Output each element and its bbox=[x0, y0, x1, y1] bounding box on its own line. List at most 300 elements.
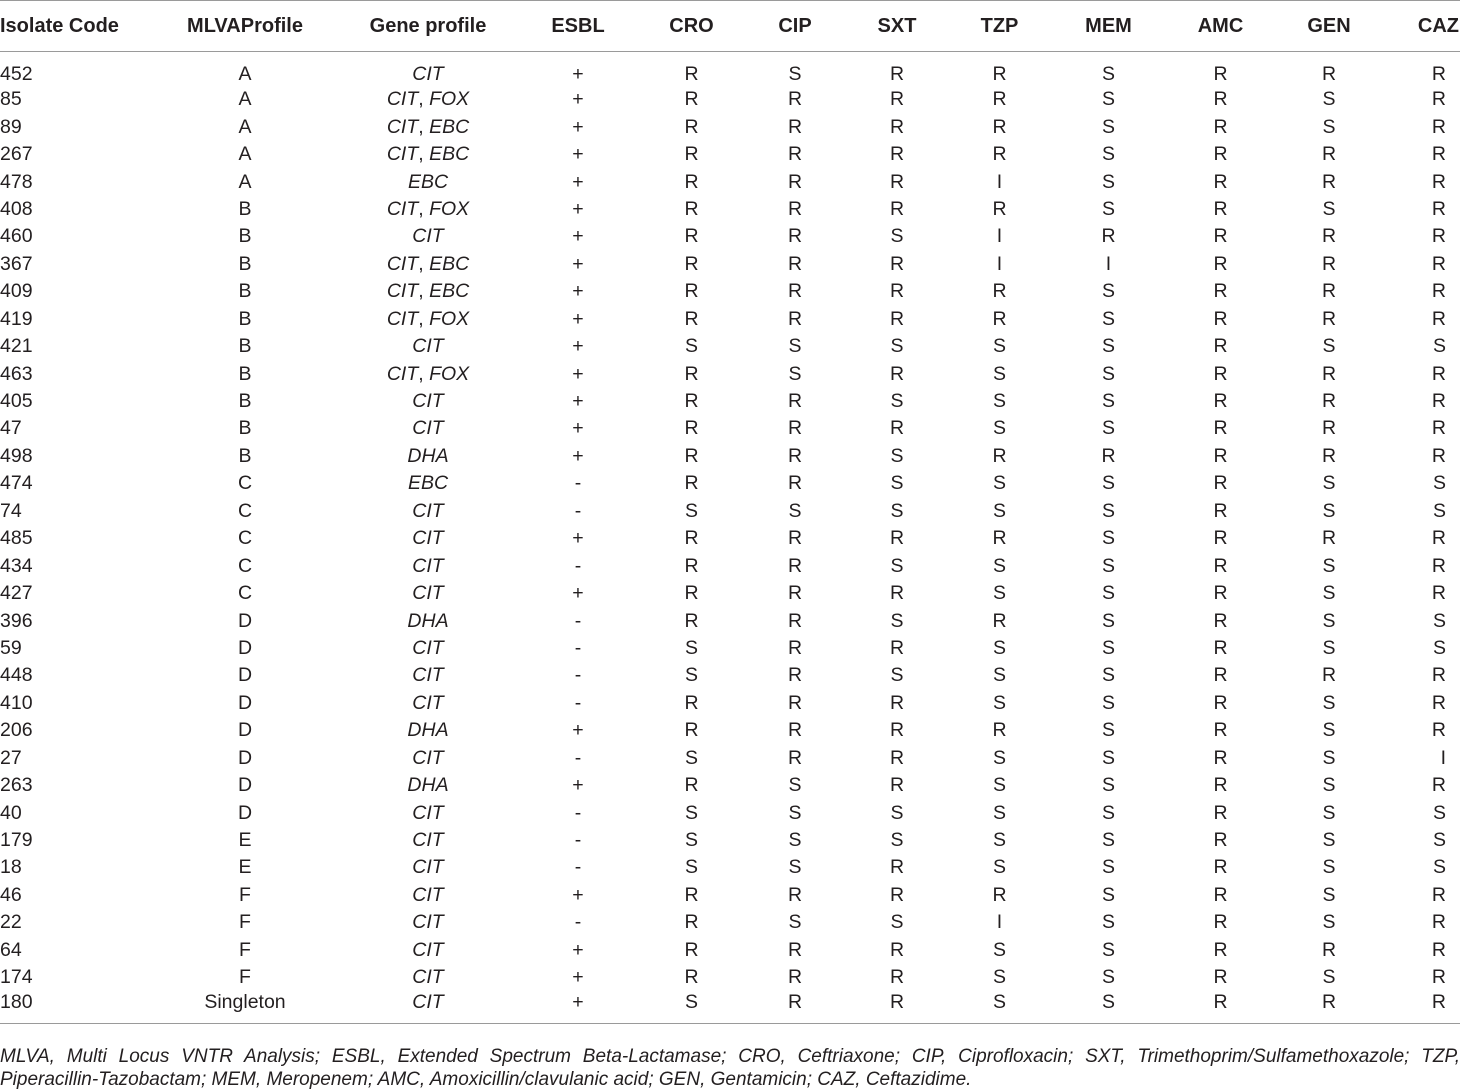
cell-gene-profile bbox=[340, 388, 516, 415]
cell-isolate-code: 267 bbox=[0, 143, 33, 166]
cell-mem: S bbox=[1101, 691, 1115, 714]
cell-tzp: S bbox=[992, 499, 1006, 522]
cell-mem: S bbox=[1101, 911, 1115, 934]
cell-tzp: S bbox=[992, 335, 1006, 358]
cell-mlva-profile: C bbox=[237, 527, 253, 550]
cell-mlva-profile: F bbox=[239, 966, 251, 989]
cell-gen: R bbox=[1321, 527, 1337, 550]
cell-caz: R bbox=[1431, 63, 1446, 85]
cell-esbl: + bbox=[572, 63, 584, 85]
cell-mlva-profile: F bbox=[239, 883, 251, 906]
cell-isolate-code: 421 bbox=[0, 335, 33, 358]
cell-caz: R bbox=[1431, 280, 1446, 303]
table-row bbox=[0, 525, 1460, 552]
cell-mlva-profile: A bbox=[238, 143, 252, 166]
cell-sxt: R bbox=[889, 197, 905, 220]
header-sxt: SXT bbox=[847, 1, 947, 52]
table-row bbox=[0, 909, 1460, 936]
cell-tzp: S bbox=[992, 856, 1006, 879]
cell-mlva-profile: D bbox=[237, 691, 253, 714]
cell-tzp: S bbox=[992, 362, 1006, 385]
header-cro: CRO bbox=[640, 1, 743, 52]
cell-amc: R bbox=[1213, 499, 1228, 522]
cell-cro: S bbox=[684, 746, 698, 769]
cell-tzp: R bbox=[992, 115, 1007, 138]
cell-mem: S bbox=[1101, 88, 1115, 111]
cell-mem: S bbox=[1101, 829, 1115, 852]
cell-gene-profile: CIT, EBC bbox=[386, 252, 470, 275]
cell-isolate-code: 74 bbox=[0, 499, 22, 522]
cell-mlva-profile: B bbox=[238, 390, 252, 413]
cell-mem: S bbox=[1101, 801, 1115, 824]
cell-amc: R bbox=[1213, 335, 1228, 358]
cell-esbl: - bbox=[574, 609, 582, 632]
cell-amc: R bbox=[1213, 719, 1228, 742]
cell-cro: R bbox=[684, 390, 699, 413]
cell-esbl: + bbox=[572, 938, 584, 961]
cell-gene-profile bbox=[340, 168, 516, 195]
cell-amc: R bbox=[1213, 801, 1228, 824]
cell-caz: S bbox=[1432, 472, 1446, 495]
cell-cip: R bbox=[787, 746, 803, 769]
cell-cro: R bbox=[684, 938, 699, 961]
cell-esbl: + bbox=[572, 582, 584, 605]
cell-gene-profile bbox=[340, 827, 516, 854]
cell-cro: R bbox=[684, 774, 699, 797]
cell-cip: R bbox=[787, 883, 803, 906]
cell-gen: S bbox=[1322, 719, 1336, 742]
cell-cro: R bbox=[684, 417, 699, 440]
cell-mlva-profile: E bbox=[238, 856, 252, 879]
cell-tzp: I bbox=[996, 911, 1003, 934]
cell-sxt: R bbox=[889, 719, 905, 742]
cell-isolate-code: 460 bbox=[0, 225, 33, 248]
header-cip: CIP bbox=[743, 1, 847, 52]
cell-cip: S bbox=[788, 856, 802, 879]
cell-sxt: R bbox=[889, 170, 905, 193]
cell-mem: S bbox=[1101, 609, 1115, 632]
cell-gene-profile bbox=[340, 799, 516, 826]
cell-caz: R bbox=[1431, 664, 1446, 687]
table-row bbox=[0, 937, 1460, 964]
cell-caz: R bbox=[1431, 417, 1446, 440]
cell-esbl: + bbox=[572, 225, 584, 248]
cell-mem: S bbox=[1101, 746, 1115, 769]
cell-amc: R bbox=[1213, 582, 1228, 605]
cell-isolate-code: 396 bbox=[0, 609, 33, 632]
table-body bbox=[0, 52, 1460, 1024]
cell-sxt: R bbox=[889, 856, 905, 879]
header-mem: MEM bbox=[1052, 1, 1165, 52]
table-row bbox=[0, 745, 1460, 772]
cell-tzp: R bbox=[992, 280, 1007, 303]
cell-gene-profile bbox=[340, 854, 516, 881]
cell-gen: S bbox=[1322, 966, 1336, 989]
cell-gene-profile bbox=[340, 525, 516, 552]
cell-caz: R bbox=[1431, 938, 1446, 961]
table-row bbox=[0, 86, 1460, 113]
table-row bbox=[0, 662, 1460, 689]
cell-caz: R bbox=[1431, 390, 1446, 413]
table-row bbox=[0, 827, 1460, 854]
cell-mlva-profile: D bbox=[237, 636, 253, 659]
cell-sxt: R bbox=[889, 88, 905, 111]
cell-gene-profile: CIT, FOX bbox=[386, 362, 470, 385]
cell-tzp: S bbox=[992, 774, 1006, 797]
cell-gen: S bbox=[1322, 115, 1336, 138]
cell-cip: R bbox=[787, 472, 803, 495]
gene-name: CIT bbox=[386, 88, 419, 111]
cell-cro: R bbox=[684, 883, 699, 906]
cell-cro: R bbox=[684, 691, 699, 714]
cell-caz: R bbox=[1431, 691, 1446, 714]
table-row bbox=[0, 690, 1460, 717]
cell-caz: R bbox=[1431, 143, 1446, 166]
gene-name: CIT bbox=[412, 499, 444, 522]
cell-cro: S bbox=[684, 801, 698, 824]
cell-mlva-profile: B bbox=[238, 307, 252, 330]
cell-amc: R bbox=[1213, 225, 1228, 248]
cell-mlva-profile: C bbox=[237, 472, 253, 495]
cell-caz: R bbox=[1431, 197, 1446, 220]
cell-isolate-code: 40 bbox=[0, 801, 22, 824]
cell-gen: S bbox=[1322, 609, 1336, 632]
gene-name: DHA bbox=[407, 609, 449, 632]
cell-cro: R bbox=[684, 307, 699, 330]
cell-tzp: S bbox=[992, 472, 1006, 495]
cell-esbl: + bbox=[572, 88, 584, 111]
cell-tzp: S bbox=[992, 938, 1006, 961]
cell-cro: R bbox=[684, 362, 699, 385]
cell-cro: R bbox=[684, 719, 699, 742]
gene-name: CIT bbox=[386, 362, 419, 385]
header-caz: CAZ bbox=[1382, 1, 1460, 52]
cell-amc: R bbox=[1213, 911, 1228, 934]
cell-cip: R bbox=[787, 991, 803, 1014]
cell-mem: S bbox=[1101, 390, 1115, 413]
cell-amc: R bbox=[1213, 636, 1228, 659]
cell-gene-profile bbox=[340, 717, 516, 744]
cell-mem: S bbox=[1101, 170, 1115, 193]
cell-isolate-code: 367 bbox=[0, 252, 33, 275]
cell-mlva-profile: D bbox=[237, 801, 253, 824]
cell-mlva-profile: D bbox=[237, 609, 253, 632]
cell-cip: R bbox=[787, 609, 803, 632]
cell-gen: R bbox=[1321, 170, 1337, 193]
cell-mem: S bbox=[1101, 197, 1115, 220]
cell-mem: S bbox=[1101, 719, 1115, 742]
cell-cip: S bbox=[788, 911, 802, 934]
cell-cro: S bbox=[684, 636, 698, 659]
cell-caz: R bbox=[1431, 554, 1446, 577]
cell-esbl: + bbox=[572, 143, 584, 166]
cell-gen: S bbox=[1322, 774, 1336, 797]
cell-cip: S bbox=[788, 801, 802, 824]
cell-amc: R bbox=[1213, 197, 1228, 220]
cell-caz: R bbox=[1431, 527, 1446, 550]
cell-mem: I bbox=[1105, 252, 1112, 275]
cell-mem: S bbox=[1101, 554, 1115, 577]
cell-esbl: + bbox=[572, 966, 584, 989]
cell-mlva-profile: D bbox=[237, 664, 253, 687]
cell-caz: S bbox=[1432, 801, 1446, 824]
cell-gene-profile bbox=[340, 772, 516, 799]
cell-gene-profile bbox=[340, 580, 516, 607]
cell-mem: S bbox=[1101, 774, 1115, 797]
table-row bbox=[0, 580, 1460, 607]
cell-esbl: - bbox=[574, 829, 582, 852]
cell-tzp: S bbox=[992, 664, 1006, 687]
cell-cip: S bbox=[788, 774, 802, 797]
cell-gene-profile bbox=[340, 498, 516, 525]
gene-name: CIT bbox=[412, 582, 444, 605]
cell-mlva-profile: D bbox=[237, 746, 253, 769]
cell-tzp: R bbox=[992, 719, 1007, 742]
cell-cro: S bbox=[684, 829, 698, 852]
cell-tzp: S bbox=[992, 829, 1006, 852]
table-row bbox=[0, 196, 1460, 223]
cell-cro: R bbox=[684, 63, 699, 85]
gene-name: CIT bbox=[386, 307, 419, 330]
cell-sxt: R bbox=[889, 280, 905, 303]
cell-esbl: - bbox=[574, 499, 582, 522]
table-row bbox=[0, 415, 1460, 442]
cell-caz: R bbox=[1431, 225, 1446, 248]
cell-amc: R bbox=[1213, 691, 1228, 714]
cell-sxt: S bbox=[890, 444, 904, 467]
table-row bbox=[0, 882, 1460, 909]
cell-cip: R bbox=[787, 390, 803, 413]
cell-cro: R bbox=[684, 472, 699, 495]
cell-mem: S bbox=[1101, 499, 1115, 522]
cell-sxt: S bbox=[890, 609, 904, 632]
header-mlva-profile: MLVAProfile bbox=[150, 1, 340, 52]
cell-cip: R bbox=[787, 197, 803, 220]
cell-tzp: R bbox=[992, 527, 1007, 550]
cell-esbl: + bbox=[572, 527, 584, 550]
cell-mlva-profile: A bbox=[238, 63, 252, 85]
cell-cro: R bbox=[684, 170, 699, 193]
cell-amc: R bbox=[1213, 883, 1228, 906]
header-isolate-code: Isolate Code bbox=[0, 1, 150, 52]
cell-gen: R bbox=[1321, 225, 1337, 248]
cell-esbl: + bbox=[572, 115, 584, 138]
table-row bbox=[0, 52, 1460, 87]
cell-sxt: R bbox=[889, 774, 905, 797]
gene-name: CIT bbox=[412, 883, 444, 906]
cell-caz: R bbox=[1431, 170, 1446, 193]
cell-sxt: S bbox=[890, 390, 904, 413]
header-amc: AMC bbox=[1165, 1, 1276, 52]
cell-cro: S bbox=[684, 664, 698, 687]
cell-sxt: R bbox=[889, 143, 905, 166]
cell-cro: S bbox=[684, 856, 698, 879]
cell-sxt: R bbox=[889, 63, 905, 85]
cell-mlva-profile: A bbox=[238, 115, 252, 138]
cell-mlva-profile: D bbox=[237, 719, 253, 742]
cell-mem: S bbox=[1101, 472, 1115, 495]
cell-isolate-code: 498 bbox=[0, 444, 33, 467]
cell-gene-profile: CIT, EBC bbox=[386, 280, 470, 303]
cell-caz: R bbox=[1431, 252, 1446, 275]
cell-cro: R bbox=[684, 197, 699, 220]
table-row bbox=[0, 333, 1460, 360]
cell-amc: R bbox=[1213, 966, 1228, 989]
gene-name: CIT bbox=[412, 63, 444, 85]
cell-gen: R bbox=[1321, 417, 1337, 440]
cell-tzp: S bbox=[992, 417, 1006, 440]
cell-caz: R bbox=[1431, 883, 1446, 906]
cell-cip: R bbox=[787, 252, 803, 275]
cell-esbl: - bbox=[574, 856, 582, 879]
cell-mlva-profile: F bbox=[239, 911, 251, 934]
cell-amc: R bbox=[1213, 444, 1228, 467]
cell-amc: R bbox=[1213, 746, 1228, 769]
cell-caz: R bbox=[1431, 774, 1446, 797]
cell-gene-profile bbox=[340, 470, 516, 497]
table-row bbox=[0, 360, 1460, 387]
gene-name: CIT bbox=[412, 335, 444, 358]
gene-name: EBC bbox=[429, 115, 470, 138]
cell-sxt: R bbox=[889, 746, 905, 769]
cell-gene-profile: CIT, FOX bbox=[386, 88, 470, 111]
cell-esbl: - bbox=[574, 746, 582, 769]
cell-caz: R bbox=[1431, 991, 1446, 1014]
cell-caz: S bbox=[1432, 636, 1446, 659]
cell-mem: S bbox=[1101, 143, 1115, 166]
cell-gen: S bbox=[1322, 801, 1336, 824]
cell-gene-profile bbox=[340, 964, 516, 991]
cell-tzp: S bbox=[992, 746, 1006, 769]
cell-cip: R bbox=[787, 88, 803, 111]
cell-mem: S bbox=[1101, 991, 1115, 1014]
cell-cip: S bbox=[788, 63, 802, 85]
cell-caz: I bbox=[1440, 746, 1446, 769]
cell-cip: R bbox=[787, 143, 803, 166]
cell-gen: S bbox=[1322, 88, 1336, 111]
cell-caz: R bbox=[1431, 115, 1446, 138]
cell-mem: S bbox=[1101, 856, 1115, 879]
cell-gene-profile bbox=[340, 635, 516, 662]
cell-amc: R bbox=[1213, 88, 1228, 111]
cell-gen: S bbox=[1322, 829, 1336, 852]
cell-tzp: S bbox=[992, 966, 1006, 989]
cell-amc: R bbox=[1213, 307, 1228, 330]
cell-isolate-code: 409 bbox=[0, 280, 33, 303]
cell-esbl: + bbox=[572, 170, 584, 193]
cell-gen: R bbox=[1321, 252, 1337, 275]
cell-gene-profile bbox=[340, 937, 516, 964]
cell-cro: R bbox=[684, 554, 699, 577]
cell-esbl: + bbox=[572, 335, 584, 358]
table-row bbox=[0, 443, 1460, 470]
cell-sxt: R bbox=[889, 966, 905, 989]
cell-cip: R bbox=[787, 417, 803, 440]
table-row bbox=[0, 306, 1460, 333]
gene-name: CIT bbox=[386, 115, 419, 138]
gene-name: CIT bbox=[412, 966, 444, 989]
cell-cip: R bbox=[787, 719, 803, 742]
table-header bbox=[0, 1, 1460, 52]
cell-amc: R bbox=[1213, 938, 1228, 961]
cell-esbl: - bbox=[574, 691, 582, 714]
cell-mem: S bbox=[1101, 115, 1115, 138]
cell-tzp: S bbox=[992, 991, 1006, 1014]
cell-sxt: R bbox=[889, 883, 905, 906]
cell-amc: R bbox=[1213, 856, 1228, 879]
cell-gen: R bbox=[1321, 362, 1337, 385]
cell-amc: R bbox=[1213, 280, 1228, 303]
cell-cro: S bbox=[684, 335, 698, 358]
gene-name: FOX bbox=[429, 307, 470, 330]
cell-cip: R bbox=[787, 691, 803, 714]
cell-sxt: S bbox=[890, 472, 904, 495]
cell-mlva-profile: C bbox=[237, 582, 253, 605]
gene-name: CIT bbox=[386, 280, 419, 303]
cell-gen: S bbox=[1322, 335, 1336, 358]
cell-sxt: R bbox=[889, 582, 905, 605]
cell-isolate-code: 434 bbox=[0, 554, 33, 577]
cell-cip: R bbox=[787, 582, 803, 605]
cell-caz: S bbox=[1432, 499, 1446, 522]
cell-sxt: R bbox=[889, 527, 905, 550]
cell-esbl: + bbox=[572, 390, 584, 413]
gene-name: CIT bbox=[412, 636, 444, 659]
cell-isolate-code: 419 bbox=[0, 307, 33, 330]
cell-cro: R bbox=[684, 911, 699, 934]
gene-name: EBC bbox=[429, 280, 470, 303]
cell-gen: S bbox=[1322, 691, 1336, 714]
cell-tzp: I bbox=[996, 170, 1003, 193]
gene-name: CIT bbox=[412, 801, 444, 824]
cell-mem: S bbox=[1101, 307, 1115, 330]
cell-gene-profile: CIT, FOX bbox=[386, 197, 470, 220]
gene-name: CIT bbox=[412, 856, 444, 879]
header-gene-profile: Gene profile bbox=[340, 1, 516, 52]
gene-name: CIT bbox=[412, 911, 444, 934]
cell-gene-profile bbox=[340, 52, 516, 87]
table-row bbox=[0, 772, 1460, 799]
cell-mem: S bbox=[1101, 335, 1115, 358]
cell-tzp: R bbox=[992, 609, 1007, 632]
cell-mlva-profile: B bbox=[238, 280, 252, 303]
cell-cro: S bbox=[684, 991, 698, 1014]
cell-caz: S bbox=[1432, 335, 1446, 358]
cell-mem: S bbox=[1101, 582, 1115, 605]
cell-esbl: - bbox=[574, 554, 582, 577]
cell-gene-profile bbox=[340, 882, 516, 909]
cell-gene-profile bbox=[340, 991, 516, 1024]
table-row bbox=[0, 607, 1460, 634]
header-row bbox=[0, 1, 1460, 52]
cell-esbl: + bbox=[572, 774, 584, 797]
cell-mlva-profile: Singleton bbox=[204, 991, 286, 1014]
gene-name: EBC bbox=[429, 143, 470, 166]
cell-esbl: + bbox=[572, 280, 584, 303]
cell-cip: S bbox=[788, 335, 802, 358]
table-row bbox=[0, 113, 1460, 140]
table-row bbox=[0, 223, 1460, 250]
gene-name: CIT bbox=[412, 746, 444, 769]
gene-name: CIT bbox=[412, 554, 444, 577]
gene-name: CIT bbox=[386, 197, 419, 220]
cell-sxt: R bbox=[889, 362, 905, 385]
cell-cro: R bbox=[684, 252, 699, 275]
cell-gen: R bbox=[1321, 991, 1337, 1014]
cell-isolate-code: 206 bbox=[0, 719, 33, 742]
cell-amc: R bbox=[1213, 991, 1228, 1014]
cell-amc: R bbox=[1213, 417, 1228, 440]
